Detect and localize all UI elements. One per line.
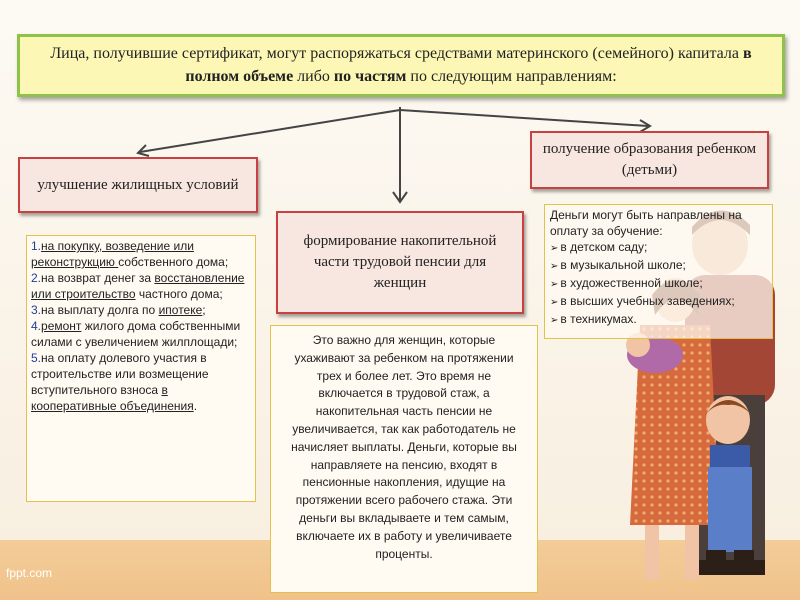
direction-education — [530, 131, 769, 189]
intro-text-3: по следующим направлениям: — [406, 68, 617, 85]
item-text: . — [193, 399, 198, 413]
list-item: ➢ в музыкальной школе; — [550, 257, 767, 275]
housing-link-3[interactable]: ипотеке — [158, 303, 203, 317]
direction-education-label: получение образования ребенком (детьми) — [542, 141, 757, 178]
intro-bold-2: по частям — [333, 68, 407, 85]
item-text: собственного дома; — [118, 255, 229, 269]
intro-bold-1: в полном объеме — [185, 45, 752, 85]
housing-options-list — [26, 235, 256, 502]
list-item: ➢ в высших учебных заведениях; — [550, 293, 767, 311]
education-options — [544, 204, 773, 339]
item-text: на возврат денег за — [41, 271, 155, 285]
list-item: ➢ в детском саду; — [550, 239, 767, 257]
list-item — [31, 302, 251, 318]
direction-housing — [18, 157, 258, 213]
intro-box — [17, 34, 785, 97]
housing-link-1[interactable]: на покупку, возведение или реконструкцию — [31, 239, 194, 269]
credit-text: fppt.com — [6, 566, 53, 580]
list-item — [31, 238, 251, 270]
list-item: ➢ в художественной школе; — [550, 275, 767, 293]
pension-note: Это важно для женщин, которые ухаживают за ребенком на протяжении трех и более лет. Это время не включается в трудовой стаж, а накопительная часть пенсии не увеличивается, так как работодатель не начисляет выплаты. Деньги, которые вы направляете на пенсию, входят в пенсионные накопления, идущие на протяжении всего рабочего стажа. Эти деньги вы вкладываете и тем самым, включаете их в работу и увеличиваете проценты. — [270, 325, 538, 593]
item-number: 5. — [31, 351, 42, 365]
intro-text-1: Лица, получившие сертификат, могут распоряжаться средствами материнского (семейного) капитала — [50, 45, 744, 62]
housing-link-2[interactable]: восстановление или строительство — [31, 271, 245, 301]
item-text: на оплату долевого участия в строительстве или возмещение вступительного взноса — [31, 351, 209, 397]
item-number: 2. — [31, 271, 42, 285]
education-heading: Деньги могут быть направлены на оплату за обучение: — [550, 208, 742, 238]
housing-link-4[interactable]: ремонт — [41, 319, 82, 333]
direction-pension — [276, 211, 524, 314]
education-list — [550, 239, 767, 329]
item-text: жилого дома собственными силами с увеличением жилплощади; — [31, 319, 241, 349]
housing-link-5[interactable]: в кооперативные объединения — [31, 383, 194, 413]
direction-pension-label: формирование накопительной части трудовой пенсии для женщин — [303, 233, 497, 291]
item-number: 1. — [31, 239, 42, 253]
list-item — [31, 270, 251, 302]
item-text: ; — [202, 303, 206, 317]
item-text: на выплату долга по — [41, 303, 159, 317]
item-number: 3. — [31, 303, 42, 317]
item-number: 4. — [31, 319, 42, 333]
intro-text-2: либо — [293, 68, 334, 85]
list-item — [31, 350, 251, 414]
list-item: ➢ в техникумах. — [550, 311, 767, 329]
item-text: частного дома; — [135, 287, 223, 301]
direction-housing-label: улучшение жилищных условий — [37, 176, 239, 193]
list-item — [31, 318, 251, 350]
